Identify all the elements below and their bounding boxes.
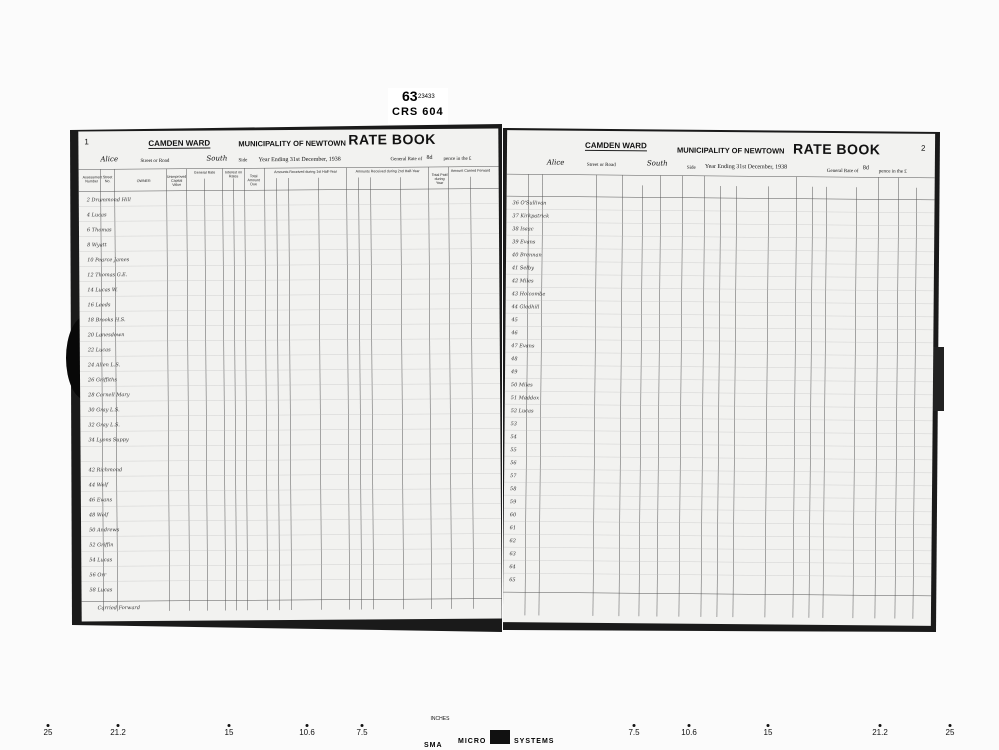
list-item: 52 Lucas <box>510 408 534 415</box>
micro-label: MICRO <box>458 738 487 745</box>
side-label: Side <box>238 158 248 164</box>
sma-logo: SMA <box>424 742 443 749</box>
ruler-dot <box>47 724 50 727</box>
list-item: 46 Evans <box>88 497 113 504</box>
col-total-due: Total Amount Due <box>247 174 260 187</box>
list-item: 47 Evans <box>511 343 535 350</box>
rate-book-title: RATE BOOK <box>792 140 881 158</box>
page-number: 2 <box>920 143 926 153</box>
crs-label: CRS 604 <box>392 106 444 118</box>
general-rate-label: General Rate of <box>390 157 423 163</box>
archive-number: 63 <box>402 88 418 104</box>
col-interest: Interest on Rates <box>225 170 243 179</box>
list-item: 42 Miles <box>511 278 534 285</box>
list-item: 4 Lucas <box>86 212 107 219</box>
list-item: 10 Pearce James <box>87 257 130 264</box>
general-rate-label: General Rate of <box>826 168 859 175</box>
list-item: 2 Drummond Hill <box>86 197 131 204</box>
total-row: Carried Forward <box>97 605 141 612</box>
list-item: 45 <box>511 317 518 324</box>
list-item: 36 O'Sullivan <box>512 200 547 207</box>
col-second-half: Amounts Received during 2nd Half-Year <box>355 169 420 174</box>
list-item: 41 Selby <box>511 265 534 272</box>
ward-title: CAMDEN WARD <box>148 138 211 148</box>
ruler-tick: 25 <box>43 728 53 737</box>
ruler-dot <box>879 724 882 727</box>
ruler-tick: 21.2 <box>872 728 888 737</box>
ruler-tick: 7.5 <box>356 728 368 737</box>
inches-label: INCHES <box>430 716 450 722</box>
list-item: 42 Richmond <box>88 467 123 474</box>
list-item: 54 Lucas <box>89 557 113 564</box>
list-item: 55 <box>510 447 517 454</box>
side-label: Side <box>686 165 696 171</box>
list-item: 61 <box>509 525 517 532</box>
list-item: 30 Gray L.S. <box>88 407 120 414</box>
side-name: South <box>206 154 228 163</box>
col-carried: Amount Carried Forward <box>450 168 491 173</box>
ruler-tick: 10.6 <box>681 728 697 737</box>
list-item: 44 Gledhill <box>511 304 540 311</box>
microfilm-ruler <box>0 716 999 750</box>
list-item: 65 <box>509 577 516 584</box>
list-item: 18 Brooks H.S. <box>87 317 126 324</box>
list-item: 14 Lucas W. <box>87 287 118 294</box>
ms-logo-icon <box>490 730 510 744</box>
list-item: 26 Griffiths <box>88 377 117 384</box>
side-name: South <box>646 159 668 168</box>
list-item: 24 Allen L.S. <box>87 362 121 369</box>
col-owner: OWNER <box>136 178 151 184</box>
list-item: 51 Maddox <box>510 395 540 402</box>
list-item: 52 Griffin <box>89 542 114 549</box>
list-item: 48 Wolf <box>88 512 109 519</box>
general-rate-value: 8d <box>862 165 869 172</box>
list-item: 38 Isaac <box>512 226 534 233</box>
rate-book-title: RATE BOOK <box>348 130 436 148</box>
ruler-tick: 21.2 <box>110 728 126 737</box>
list-item: 39 Evans <box>512 239 536 246</box>
col-general-rate: General Rate <box>193 170 216 175</box>
list-item: 40 Brennan <box>512 252 542 259</box>
list-item: 8 Wyatt <box>87 242 107 249</box>
ruler-tick: 15 <box>763 728 773 737</box>
archive-label <box>388 88 448 124</box>
list-item: 16 Leeds <box>87 302 111 309</box>
municipality-title: MUNICIPALITY OF NEWTOWN <box>238 138 346 149</box>
ruler-dot <box>633 724 636 727</box>
ledger-grid <box>503 130 935 626</box>
ruler-tick: 25 <box>945 728 955 737</box>
ruler-dot <box>767 724 770 727</box>
list-item: 6 Thomas <box>86 227 112 234</box>
ruler-dot <box>306 724 309 727</box>
general-rate-value: 8d <box>426 155 433 162</box>
ruler-dot <box>688 724 691 727</box>
list-item: 53 <box>510 421 517 428</box>
list-item: 34 Lyons Suppy <box>88 437 129 444</box>
list-item: 60 <box>509 512 517 519</box>
list-item: 49 <box>511 369 518 376</box>
col-street-no: Street No. <box>102 175 113 184</box>
list-item: 48 <box>511 356 518 363</box>
list-item: 43 Holcombe <box>511 291 546 298</box>
list-item: 12 Thomas G.E. <box>87 272 128 279</box>
list-item: 20 Lanesdown <box>87 332 125 339</box>
ruler-dot <box>361 724 364 727</box>
ruler-dot <box>228 724 231 727</box>
list-item: 50 Andrews <box>89 527 120 534</box>
pence-label: pence in the £ <box>878 169 907 175</box>
right-page <box>503 130 935 626</box>
list-item: 28 Cornell Mary <box>88 392 130 399</box>
ledger-grid <box>78 129 501 622</box>
col-assessment: Assessment Number <box>82 175 103 184</box>
ruler-tick: 7.5 <box>628 728 640 737</box>
list-item: 54 <box>510 434 517 441</box>
list-item: 64 <box>509 564 516 571</box>
street-name: Alice <box>546 158 565 167</box>
list-item: 57 <box>510 473 517 480</box>
ruler-dot <box>117 724 120 727</box>
col-first-half: Amounts Received during 1st Half-Year <box>274 169 337 175</box>
left-page <box>78 129 501 622</box>
list-item: 46 <box>511 330 518 337</box>
list-item: 58 <box>509 486 517 493</box>
list-item: 63 <box>509 551 516 558</box>
list-item: 56 Orr <box>89 572 107 579</box>
list-item: 62 <box>509 538 516 545</box>
list-item: 58 Lucas <box>89 587 113 594</box>
year-ending: Year Ending 31st December, 1938 <box>258 156 341 164</box>
list-item: 32 Gray L.S. <box>88 422 120 429</box>
year-ending: Year Ending 31st December, 1938 <box>704 163 788 171</box>
systems-label: SYSTEMS <box>514 738 555 745</box>
col-ucv: Unimproved Capital Value <box>166 174 187 187</box>
street-label: Street or Road <box>140 158 170 165</box>
ruler-tick: 15 <box>224 728 234 737</box>
list-item: 50 Miles <box>510 382 533 389</box>
list-item: 59 <box>509 499 517 506</box>
page-number: 1 <box>84 137 89 147</box>
list-item: 22 Lucas <box>87 347 111 354</box>
ruler-tick: 10.6 <box>299 728 315 737</box>
list-item: 37 Kirkpatrick <box>512 213 550 220</box>
ruler-dot <box>949 724 952 727</box>
street-name: Alice <box>100 155 119 164</box>
archive-subnumber: 23433 <box>418 94 435 100</box>
list-item: 44 Wolf <box>88 482 109 489</box>
col-total-paid: Total Paid during Year <box>431 172 448 185</box>
list-item: 56 <box>510 460 517 467</box>
municipality-title: MUNICIPALITY OF NEWTOWN <box>676 145 785 156</box>
pence-label: pence in the £ <box>443 156 472 162</box>
street-label: Street or Road <box>586 162 616 169</box>
ward-title: CAMDEN WARD <box>584 140 647 151</box>
